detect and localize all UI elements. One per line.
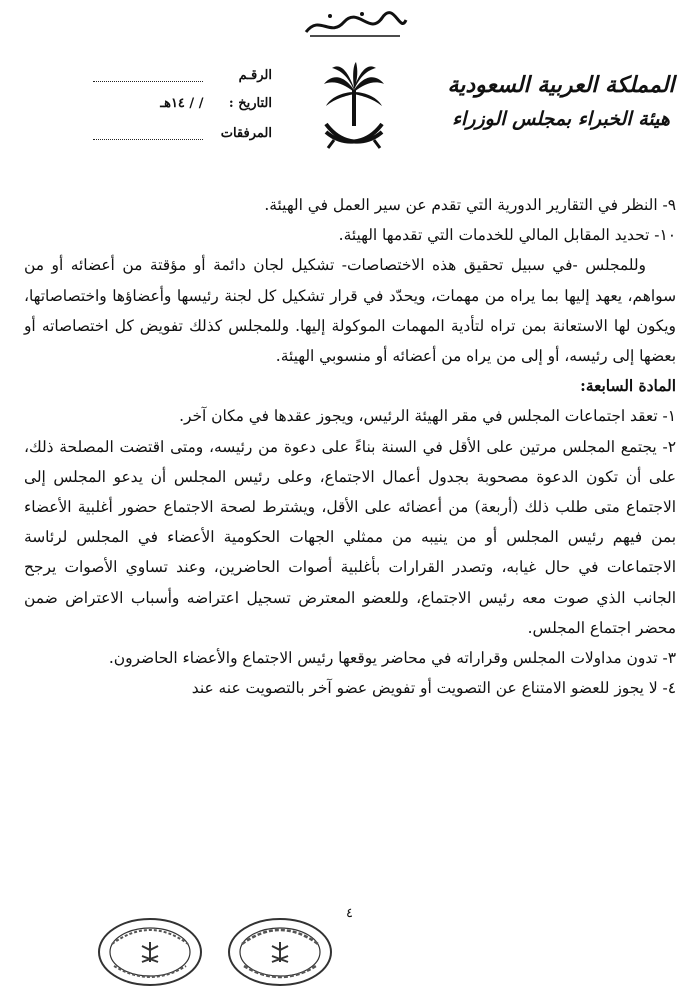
experts-commission-seal-icon bbox=[226, 916, 334, 988]
general-secretariat-seal-icon bbox=[96, 916, 204, 988]
ref-number-row bbox=[30, 68, 272, 83]
committees-paragraph: وللمجلس -في سبيل تحقيق هذه الاختصاصات- تشكيل لجان دائمة أو مؤقتة من أعضائه أو من سواهم، يعهد إليها بما يراه من مهمات، ويحدّد في قرار تشكيل كل لجنة رئيسها وأعضاؤها واختصاصاتها، ويكون لها الاستعانة بمن تراه لتأدية المهمات الموكولة إليها. وللمجلس كذلك تفويض كل اختصاصاته أو بعضها إلى رئيسه، أو إلى من يراه من أعضائه أو منسوبي الهيئة. bbox=[24, 256, 676, 366]
article7-item-3: ٣- تدون مداولات المجلس وقراراته في محاضر يوقعها رئيس الاجتماع والأعضاء الحاضرون. bbox=[108, 649, 676, 668]
date-row bbox=[30, 96, 272, 111]
attachments-line bbox=[93, 127, 203, 140]
attachments-label: المرفقات bbox=[220, 126, 272, 141]
document-body bbox=[24, 190, 676, 703]
date-value: / / ١٤هـ bbox=[160, 96, 204, 111]
item-10: ١٠- تحديد المقابل المالي للخدمات التي تقدمها الهيئة. bbox=[338, 226, 676, 245]
page-number: ٤ bbox=[346, 906, 353, 921]
commission-title: هيئة الخبراء بمجلس الوزراء bbox=[452, 108, 670, 130]
kingdom-title: المملكة العربية السعودية bbox=[447, 72, 675, 98]
date-label: التاريخ : bbox=[228, 96, 272, 111]
palm-swords-emblem-icon bbox=[322, 62, 386, 154]
item-9: ٩- النظر في التقارير الدورية التي تقدم عن سير العمل في الهيئة. bbox=[264, 196, 676, 214]
ref-number-label: الرقـم bbox=[238, 68, 272, 83]
article7-item-2: ٢- يجتمع المجلس مرتين على الأقل في السنة بناءً على دعوة من رئيسه، ومتى اقتضت المصلحة ذلك، على أن تكون الدعوة مصحوبة بجدول أعمال الاجتماع، وعلى رئيس المجلس أن يدعو المجلس إلى الاجتماع متى طلب ذلك (أربعة) من أعضائه على الأقل، ويشترط لصحة الاجتماع حضور أغلبية الأعضاء بمن فيهم رئيس المجلس أو من ينيبه من ممثلي الجهات الحكومية الأعضاء في المجلس لرئاسة الاجتماعات في حال غيابه، وتصدر القرارات بأغلبية أصوات الحاضرين، وعند تساوي الأصوات يرجح الجانب الذي صوت معه رئيس الاجتماع، وللعضو المعترض تسجيل اعتراضه وأسباب الاعتراض ضمن محضر اجتماع المجلس. bbox=[24, 437, 676, 637]
ref-number-line bbox=[93, 69, 203, 82]
basmala bbox=[300, 8, 410, 42]
article-seven-heading: المادة السابعة: bbox=[580, 377, 676, 396]
article7-item-4: ٤- لا يجوز للعضو الامتناع عن التصويت أو تفويض عضو آخر بالتصويت عنه عند bbox=[191, 679, 676, 698]
article7-item-1: ١- تعقد اجتماعات المجلس في مقر الهيئة الرئيس، ويجوز عقدها في مكان آخر. bbox=[179, 407, 676, 426]
attachments-row bbox=[30, 126, 272, 141]
